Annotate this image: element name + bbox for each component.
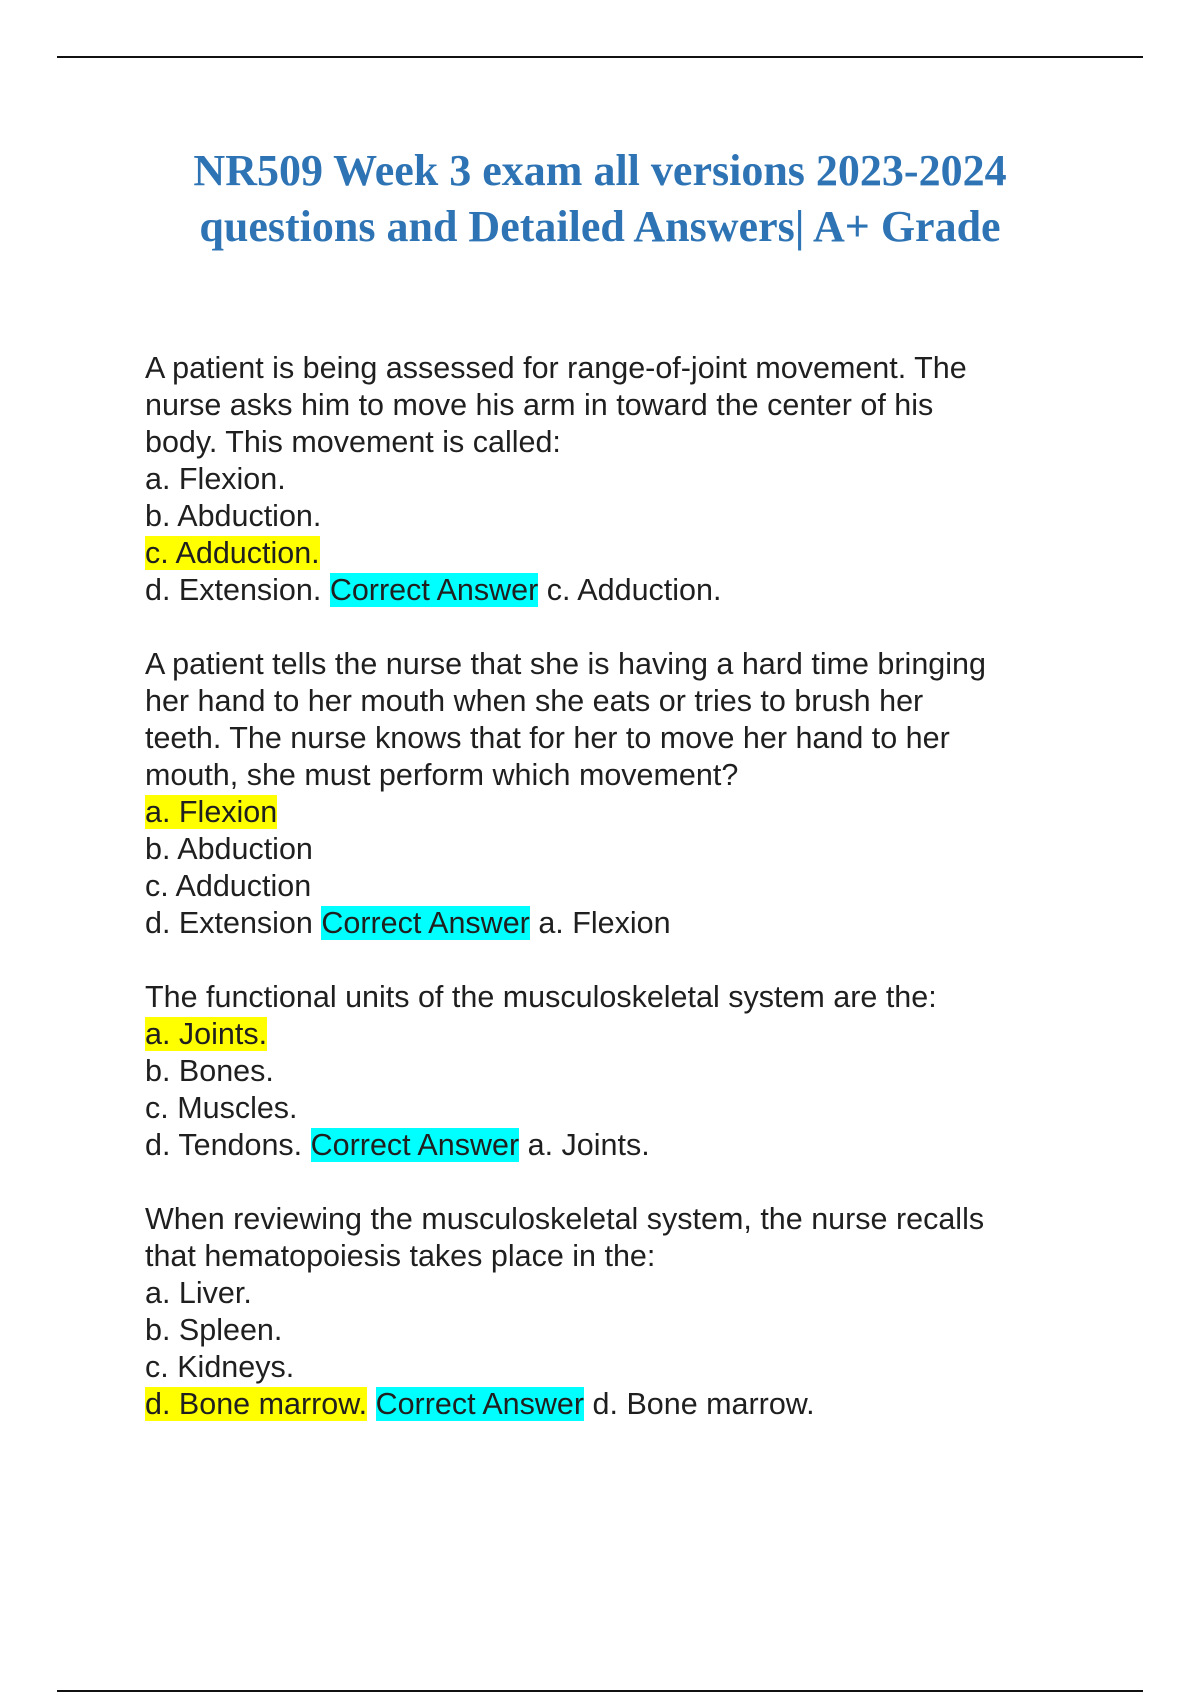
question-2-option-d-row (145, 905, 1075, 942)
question-2-option-a-row (145, 794, 1075, 831)
question-1-stem-line-1: A patient is being assessed for range-of-joint movement. The (145, 351, 967, 385)
question-4-option-d-row (145, 1386, 1075, 1423)
question-1-option-c-highlighted: c. Adduction. (145, 536, 320, 570)
question-2-correct-answer-label: Correct Answer (321, 906, 530, 940)
question-2-option-d: d. Extension (145, 906, 313, 940)
question-2-option-b: b. Abduction (145, 832, 313, 866)
question-2-option-c: c. Adduction (145, 869, 312, 903)
question-3-correct-answer-label: Correct Answer (310, 1128, 520, 1162)
question-3-correct-answer-value: a. Joints. (527, 1128, 650, 1162)
question-list (145, 350, 1075, 1460)
question-4-stem-line-1: When reviewing the musculoskeletal system, the nurse recalls (145, 1202, 985, 1236)
question-3 (145, 979, 1075, 1164)
question-1-option-d-row (145, 572, 1075, 609)
question-3-option-a-highlighted: a. Joints. (145, 1017, 268, 1051)
question-4-correct-answer-label: Correct Answer (375, 1387, 585, 1421)
question-3-stem-line-1: The functional units of the musculoskeletal system are the: (145, 980, 937, 1014)
question-3-option-d: d. Tendons. (145, 1128, 303, 1162)
question-2-stem-line-4: mouth, she must perform which movement? (145, 758, 739, 792)
question-1-correct-answer-label: Correct Answer (329, 573, 539, 607)
question-2-stem-line-2: her hand to her mouth when she eats or tries to brush her (145, 684, 924, 718)
bottom-rule (57, 1690, 1143, 1692)
document-title (0, 143, 1200, 255)
question-2-correct-answer-value: a. Flexion (538, 906, 671, 940)
question-3-option-a-row (145, 1016, 1075, 1053)
question-4-option-d-highlighted: d. Bone marrow. (145, 1387, 368, 1421)
title-line-2: questions and Detailed Answers| A+ Grade (199, 202, 1001, 251)
question-3-option-c: c. Muscles. (145, 1091, 298, 1125)
question-1-stem-line-3: body. This movement is called: (145, 425, 561, 459)
question-1-stem-line-2: nurse asks him to move his arm in toward the center of his (145, 388, 934, 422)
question-1-correct-answer-value: c. Adduction. (546, 573, 722, 607)
question-4-option-a: a. Liver. (145, 1276, 252, 1310)
question-1-option-c-row (145, 535, 1075, 572)
question-4-option-b: b. Spleen. (145, 1313, 283, 1347)
question-2-stem-line-3: teeth. The nurse knows that for her to move her hand to her (145, 721, 950, 755)
title-line-1: NR509 Week 3 exam all versions 2023-2024 (193, 146, 1007, 195)
question-2-option-a-highlighted: a. Flexion (145, 795, 278, 829)
question-1 (145, 350, 1075, 609)
question-4-correct-answer-value: d. Bone marrow. (592, 1387, 815, 1421)
question-2-stem-line-1: A patient tells the nurse that she is having a hard time bringing (145, 647, 986, 681)
question-4-option-c: c. Kidneys. (145, 1350, 295, 1384)
question-3-option-b: b. Bones. (145, 1054, 274, 1088)
question-1-option-a: a. Flexion. (145, 462, 286, 496)
question-2 (145, 646, 1075, 942)
question-3-option-d-row (145, 1127, 1075, 1164)
question-4-stem-line-2: that hematopoiesis takes place in the: (145, 1239, 656, 1273)
question-1-option-d: d. Extension. (145, 573, 322, 607)
top-rule (57, 56, 1143, 58)
question-4 (145, 1201, 1075, 1423)
question-1-option-b: b. Abduction. (145, 499, 322, 533)
